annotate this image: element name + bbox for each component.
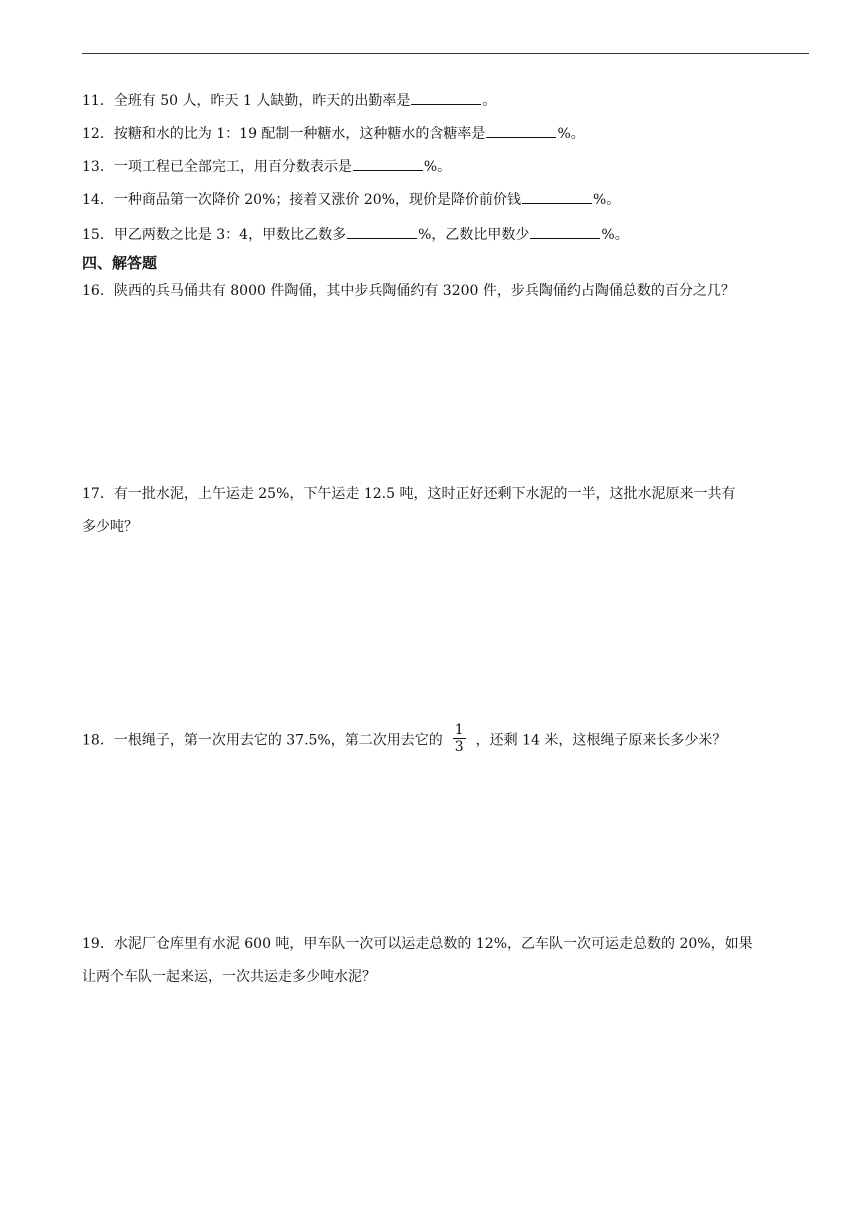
question-14 — [82, 189, 809, 210]
question-11-tail: 。 — [482, 93, 497, 109]
question-13-text: 13．一项工程已全部完工，用百分数表示是 — [82, 159, 352, 175]
answer-blank[interactable] — [353, 156, 423, 171]
fraction-numerator: 1 — [454, 722, 464, 738]
answer-blank[interactable] — [486, 123, 556, 138]
problem-17-line2: 多少吨？ — [82, 519, 138, 535]
answer-blank[interactable] — [411, 90, 481, 105]
question-11 — [82, 90, 809, 111]
question-14-text: 14．一种商品第一次降价 20%；接着又涨价 20%，现价是降价前价钱 — [82, 192, 521, 208]
question-14-tail: %。 — [592, 192, 621, 208]
question-15-tail: %。 — [601, 227, 629, 243]
problem-18-tail: ，还剩 14 米，这根绳子原来长多少米？ — [475, 732, 727, 749]
problem-18-text: 18．一根绳子，第一次用去它的 37.5%，第二次用去它的 — [82, 732, 443, 749]
question-12-text: 12．按糖和水的比为 1：19 配制一种糖水，这种糖水的含糖率是 — [82, 126, 486, 142]
problem-19-line1: 19．水泥厂仓库里有水泥 600 吨，甲车队一次可以运走总数的 12%，乙车队一次可运走总数的 20%，如果 — [82, 936, 753, 952]
question-13-tail: %。 — [423, 159, 452, 175]
answer-blank[interactable] — [522, 189, 592, 204]
problem-17-line1: 17．有一批水泥，上午运走 25%，下午运走 12.5 吨，这时正好还剩下水泥的一半，这批水泥原来一共有 — [82, 486, 736, 502]
header-rule — [82, 53, 809, 54]
question-12-tail: %。 — [557, 126, 585, 142]
question-15 — [82, 224, 809, 245]
answer-blank[interactable] — [347, 224, 417, 239]
question-15-text: 15．甲乙两数之比是 3：4，甲数比乙数多 — [82, 227, 347, 243]
section-heading: 四、解答题 — [82, 254, 158, 272]
question-13 — [82, 156, 809, 177]
answer-blank[interactable] — [530, 224, 600, 239]
problem-16: 16．陕西的兵马俑共有 8000 件陶俑，其中步兵陶俑约有 3200 件，步兵陶俑约占陶俑总数的百分之几？ — [82, 283, 735, 299]
question-12 — [82, 123, 809, 144]
fraction-denominator: 3 — [454, 739, 464, 755]
question-11-text: 11．全班有 50 人，昨天 1 人缺勤，昨天的出勤率是 — [82, 93, 411, 109]
problem-18 — [82, 724, 809, 757]
question-15-mid: %，乙数比甲数少 — [418, 227, 530, 243]
fraction-one-third — [453, 722, 466, 755]
problem-19-line2: 让两个车队一起来运，一次共运走多少吨水泥？ — [82, 969, 376, 985]
